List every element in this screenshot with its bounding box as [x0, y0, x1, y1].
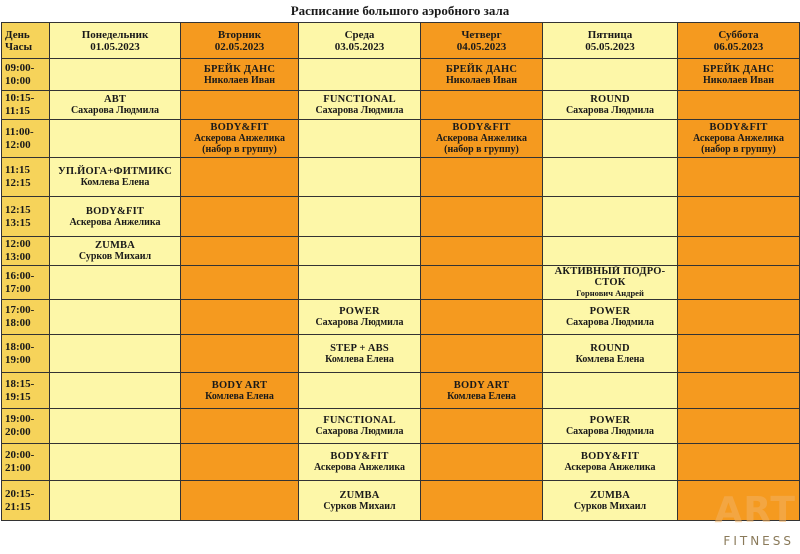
schedule-row — [2, 444, 800, 481]
class-cell — [299, 158, 421, 197]
trainer-name: Сурков Михаил — [323, 500, 396, 512]
class-cell — [421, 59, 543, 91]
day-date: 03.05.2023 — [334, 40, 385, 53]
class-cell — [299, 237, 421, 266]
time-label: 12:15 — [5, 177, 31, 189]
time-cell — [2, 481, 50, 521]
trainer-name: Сахарова Людмила — [315, 105, 404, 116]
time-cell — [2, 335, 50, 373]
day-name: Понедельник — [81, 28, 149, 41]
schedule-row — [2, 266, 800, 300]
class-name: BODY&FIT — [452, 122, 511, 133]
class-cell — [50, 373, 181, 409]
class-cell — [181, 409, 299, 444]
class-cell — [181, 59, 299, 91]
class-cell — [299, 59, 421, 91]
class-name: FUNCTIONAL — [323, 415, 396, 426]
time-label: 13:00 — [5, 251, 31, 263]
class-cell — [50, 158, 181, 197]
class-cell — [678, 158, 800, 197]
class-cell — [543, 237, 678, 266]
class-cell — [299, 197, 421, 237]
schedule-row — [2, 300, 800, 335]
trainer-name: Комлева Елена — [575, 353, 645, 365]
class-cell — [678, 373, 800, 409]
class-name: STEP + ABS — [330, 342, 389, 354]
class-entry — [543, 306, 677, 328]
trainer-name: Николаев Иван — [703, 74, 774, 86]
class-cell — [678, 444, 800, 481]
trainer-name: Аскерова Анжелика — [564, 462, 656, 473]
class-cell — [678, 266, 800, 300]
class-cell — [50, 266, 181, 300]
trainer-name: Сахарова Людмила — [565, 426, 655, 437]
class-cell — [678, 409, 800, 444]
trainer-name: Горнович Андрей — [576, 288, 644, 298]
class-cell — [421, 300, 543, 335]
time-label: 19:00- — [5, 413, 35, 425]
class-cell — [543, 91, 678, 120]
time-label: 12:00 — [5, 238, 31, 250]
class-cell — [50, 59, 181, 91]
day-name: Четверг — [461, 28, 502, 41]
class-cell — [50, 120, 181, 158]
class-name: ZUMBA — [339, 489, 380, 501]
time-cell — [2, 197, 50, 237]
class-entry — [181, 64, 298, 86]
class-entry — [543, 451, 677, 473]
time-label: 16:00- — [5, 269, 35, 282]
class-cell — [678, 335, 800, 373]
class-cell — [299, 266, 421, 300]
class-cell — [50, 91, 181, 120]
class-cell — [50, 335, 181, 373]
class-cell — [50, 300, 181, 335]
trainer-name: Сахарова Людмила — [565, 105, 655, 116]
schedule-row — [2, 197, 800, 237]
schedule-row — [2, 409, 800, 444]
time-label: 11:15 — [5, 164, 31, 176]
class-cell — [421, 266, 543, 300]
class-entry — [421, 122, 542, 155]
time-label: 13:15 — [5, 216, 31, 229]
class-cell — [543, 300, 678, 335]
time-label: 12:00 — [5, 138, 31, 151]
trainer-name: Аскерова Анжелика — [313, 462, 406, 473]
time-label: 21:00 — [5, 462, 31, 474]
class-entry — [678, 122, 799, 155]
class-cell — [543, 266, 678, 300]
day-header — [678, 23, 800, 59]
class-entry — [50, 206, 180, 228]
class-cell — [678, 59, 800, 91]
class-cell — [299, 373, 421, 409]
class-cell — [299, 300, 421, 335]
time-label: 18:15- — [5, 377, 35, 390]
time-cell — [2, 91, 50, 120]
class-name: POWER — [589, 306, 631, 317]
class-entry — [299, 94, 420, 116]
class-cell — [181, 444, 299, 481]
class-name: FUNCTIONAL — [323, 94, 396, 105]
class-name: BODY&FIT — [709, 122, 768, 133]
class-entry — [50, 240, 180, 262]
class-cell — [181, 266, 299, 300]
class-entry — [299, 343, 420, 365]
class-note: (набор в группу) — [444, 144, 519, 155]
time-label: 09:00- — [5, 61, 35, 74]
class-cell — [678, 197, 800, 237]
corner-label: Часы — [5, 40, 33, 53]
class-cell — [421, 120, 543, 158]
class-cell — [543, 120, 678, 158]
class-cell — [543, 158, 678, 197]
schedule-row — [2, 335, 800, 373]
class-name: АВТ — [103, 94, 127, 105]
time-label: 17:00- — [5, 304, 35, 316]
class-entry — [181, 122, 298, 155]
time-label: 20:15- — [5, 487, 35, 500]
day-name: Пятница — [587, 28, 633, 41]
class-cell — [181, 300, 299, 335]
time-label: 11:00- — [5, 125, 34, 138]
class-name: BODY&FIT — [330, 451, 389, 462]
class-cell — [543, 444, 678, 481]
class-cell — [421, 237, 543, 266]
time-cell — [2, 409, 50, 444]
day-date: 02.05.2023 — [214, 40, 265, 53]
class-cell — [299, 120, 421, 158]
class-cell — [50, 444, 181, 481]
class-cell — [543, 373, 678, 409]
class-entry — [299, 490, 420, 512]
class-cell — [181, 197, 299, 237]
trainer-name: Аскерова Анжелика — [692, 133, 785, 144]
trainer-name: Аскерова Анжелика — [69, 216, 161, 228]
day-date: 01.05.2023 — [90, 40, 140, 53]
class-entry — [50, 166, 180, 188]
class-cell — [421, 197, 543, 237]
class-note: (набор в группу) — [202, 144, 277, 155]
class-entry — [181, 380, 298, 402]
time-cell — [2, 444, 50, 481]
class-cell — [678, 91, 800, 120]
day-name: Среда — [344, 28, 375, 41]
class-cell — [181, 237, 299, 266]
class-note: (набор в группу) — [701, 144, 776, 155]
class-cell — [678, 120, 800, 158]
schedule-title: Расписание большого аэробного зала — [290, 3, 510, 18]
class-name: ROUND — [590, 342, 630, 354]
time-label: 20:00 — [5, 426, 31, 438]
day-name: Суббота — [718, 28, 759, 41]
class-cell — [543, 335, 678, 373]
class-entry — [421, 64, 542, 86]
time-cell — [2, 266, 50, 300]
time-label: 19:15 — [5, 390, 31, 403]
day-header — [299, 23, 421, 59]
class-cell — [181, 481, 299, 521]
class-cell — [421, 444, 543, 481]
time-label: 18:00 — [5, 317, 31, 329]
class-cell — [421, 91, 543, 120]
schedule-row — [2, 373, 800, 409]
time-label: 19:00 — [5, 353, 31, 366]
trainer-name: Сахарова Людмила — [315, 317, 404, 328]
class-entry — [678, 64, 799, 86]
class-cell — [50, 409, 181, 444]
corner-header — [2, 23, 50, 59]
class-cell — [50, 237, 181, 266]
art-fitness-logo: ART FITNESS — [714, 490, 796, 548]
class-cell — [299, 481, 421, 521]
trainer-name: Аскерова Анжелика — [435, 133, 528, 144]
schedule-row — [2, 158, 800, 197]
day-date: 04.05.2023 — [456, 40, 507, 53]
trainer-name: Комлева Елена — [447, 390, 516, 402]
time-cell — [2, 59, 50, 91]
class-cell — [299, 91, 421, 120]
time-cell — [2, 120, 50, 158]
schedule-row — [2, 91, 800, 120]
class-name: БРЕЙК ДАНС — [203, 63, 276, 75]
day-header — [421, 23, 543, 59]
class-cell — [181, 335, 299, 373]
class-cell — [299, 444, 421, 481]
class-cell — [299, 335, 421, 373]
day-header — [543, 23, 678, 59]
time-label: 18:00- — [5, 340, 35, 353]
time-label: 12:15 — [5, 203, 31, 216]
class-cell — [181, 373, 299, 409]
class-name: СТОК — [594, 277, 626, 288]
class-entry — [50, 94, 180, 116]
time-cell — [2, 158, 50, 197]
class-cell — [543, 481, 678, 521]
trainer-name: Комлева Елена — [325, 353, 394, 365]
class-name: ROUND — [590, 94, 630, 105]
class-entry — [421, 380, 542, 402]
class-entry — [543, 94, 677, 116]
schedule-row — [2, 237, 800, 266]
class-cell — [421, 481, 543, 521]
class-name: ZUMBA — [94, 240, 136, 251]
class-entry — [299, 451, 420, 473]
class-entry — [543, 266, 677, 299]
class-cell — [421, 373, 543, 409]
schedule-row — [2, 59, 800, 91]
class-name: POWER — [589, 415, 631, 426]
trainer-name: Комлева Елена — [80, 177, 150, 188]
trainer-name: Сахарова Людмила — [565, 317, 655, 328]
trainer-name: Сахарова Людмила — [70, 105, 160, 116]
class-name: БРЕЙК ДАНС — [445, 63, 518, 75]
class-entry — [543, 490, 677, 512]
trainer-name: Сурков Михаил — [78, 251, 152, 262]
class-cell — [181, 120, 299, 158]
class-entry — [543, 343, 677, 365]
class-cell — [50, 197, 181, 237]
class-name: АКТИВНЫЙ ПОДРО- — [554, 266, 666, 277]
trainer-name: Аскерова Анжелика — [193, 133, 286, 144]
time-label: 21:15 — [5, 500, 31, 513]
corner-label: День — [5, 28, 30, 41]
class-cell — [421, 158, 543, 197]
time-cell — [2, 237, 50, 266]
schedule-table — [1, 22, 800, 521]
class-name: BODY&FIT — [580, 451, 640, 462]
class-cell — [181, 158, 299, 197]
class-entry — [299, 306, 420, 328]
time-label: 11:15 — [5, 105, 31, 117]
day-date: 06.05.2023 — [713, 40, 764, 53]
day-name: Вторник — [217, 28, 262, 41]
schedule-row — [2, 120, 800, 158]
time-label: 20:00- — [5, 449, 35, 461]
day-date: 05.05.2023 — [585, 40, 635, 53]
class-entry — [543, 415, 677, 437]
class-cell — [299, 409, 421, 444]
time-label: 10:00 — [5, 74, 31, 87]
trainer-name: Николаев Иван — [204, 74, 275, 86]
class-name: POWER — [339, 306, 380, 317]
class-cell — [543, 409, 678, 444]
time-label: 17:00 — [5, 282, 31, 295]
class-cell — [543, 197, 678, 237]
class-name: BODY&FIT — [85, 205, 145, 217]
time-label: 10:15- — [5, 92, 35, 104]
class-name: BODY ART — [211, 379, 268, 391]
class-name: BODY&FIT — [210, 122, 269, 133]
trainer-name: Сурков Михаил — [573, 500, 647, 512]
trainer-name: Комлева Елена — [205, 390, 274, 402]
class-cell — [421, 409, 543, 444]
class-entry — [299, 415, 420, 437]
class-cell — [678, 237, 800, 266]
class-cell — [50, 481, 181, 521]
header-row — [2, 23, 800, 59]
class-cell — [421, 335, 543, 373]
class-name: БРЕЙК ДАНС — [702, 63, 775, 75]
trainer-name: Сахарова Людмила — [315, 426, 404, 437]
class-name: УП.ЙОГА+ФИТМИКС — [58, 166, 172, 177]
time-cell — [2, 300, 50, 335]
class-name: ZUMBA — [589, 489, 631, 501]
class-cell — [181, 91, 299, 120]
class-cell — [543, 59, 678, 91]
class-cell — [678, 300, 800, 335]
day-header — [50, 23, 181, 59]
schedule-row — [2, 481, 800, 521]
trainer-name: Николаев Иван — [446, 74, 517, 86]
time-cell — [2, 373, 50, 409]
day-header — [181, 23, 299, 59]
class-name: BODY ART — [453, 379, 510, 391]
